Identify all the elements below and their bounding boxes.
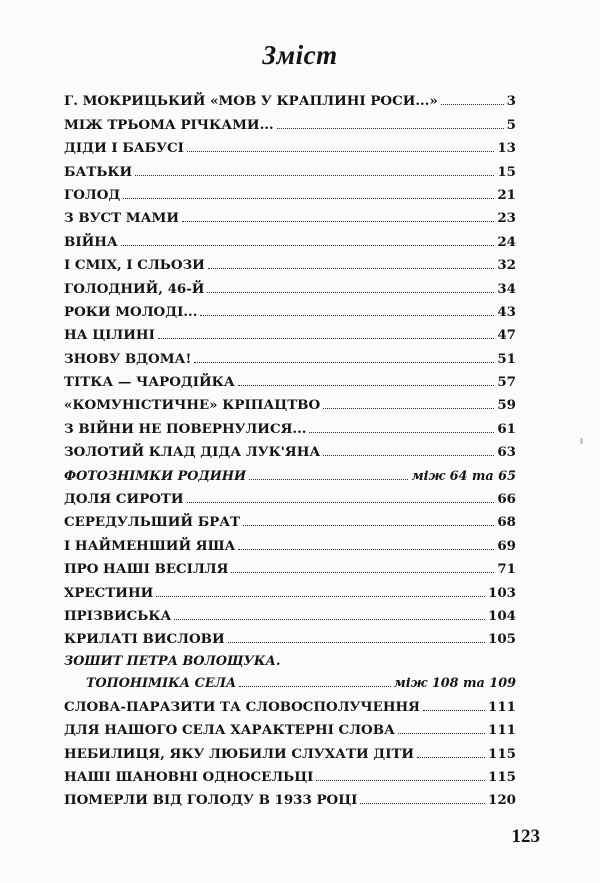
toc-entry-title: «КОМУНІСТИЧНЕ» КРІПАЦТВО bbox=[64, 397, 321, 414]
toc-entry-title: СЛОВА-ПАРАЗИТИ ТА СЛОВОСПОЛУЧЕННЯ bbox=[64, 698, 420, 715]
toc-entry-page: 61 bbox=[497, 420, 516, 437]
toc-entry-page: 47 bbox=[497, 327, 516, 344]
paper-speck bbox=[580, 438, 583, 444]
toc-entry-title: КРИЛАТІ ВИСЛОВИ bbox=[64, 631, 225, 648]
toc-entry bbox=[64, 507, 516, 530]
dot-leader bbox=[398, 732, 485, 734]
dot-leader bbox=[228, 641, 485, 643]
dot-leader bbox=[238, 384, 495, 386]
toc-entry-page: 111 bbox=[488, 722, 516, 739]
toc-entry bbox=[64, 226, 516, 249]
toc-entry-title: ХРЕСТИНИ bbox=[64, 584, 154, 601]
dot-leader bbox=[123, 197, 494, 199]
toc-entry bbox=[64, 320, 516, 343]
toc-entry bbox=[64, 785, 516, 808]
dot-leader bbox=[200, 314, 494, 316]
toc-entry-title: ДІДИ І БАБУСІ bbox=[64, 140, 184, 157]
dot-leader bbox=[156, 595, 485, 597]
dot-leader bbox=[208, 267, 495, 269]
toc-entry bbox=[64, 413, 516, 436]
toc-entry-page: 63 bbox=[497, 444, 516, 461]
page-number: 123 bbox=[511, 826, 540, 847]
toc-entry-page: 66 bbox=[497, 491, 516, 508]
table-of-contents bbox=[64, 86, 516, 808]
toc-entry-page: 105 bbox=[488, 631, 516, 648]
toc-entry bbox=[64, 297, 516, 320]
toc-entry-title: БАТЬКИ bbox=[64, 163, 133, 180]
toc-entry bbox=[64, 530, 516, 553]
dot-leader bbox=[187, 150, 494, 152]
toc-entry bbox=[64, 343, 516, 366]
toc-entry-page: 103 bbox=[488, 584, 516, 601]
toc-entry-title: ЗОШИТ ПЕТРА ВОЛОЩУКА. bbox=[64, 654, 281, 670]
toc-entry-title: ВІЙНА bbox=[64, 233, 118, 250]
toc-entry-page: 51 bbox=[497, 350, 516, 367]
toc-entry bbox=[64, 554, 516, 577]
dot-leader bbox=[360, 802, 485, 804]
toc-entry bbox=[64, 647, 516, 691]
toc-entry-page: 32 bbox=[497, 257, 516, 274]
toc-entry bbox=[64, 624, 516, 647]
dot-leader bbox=[417, 756, 485, 758]
dot-leader bbox=[316, 779, 485, 781]
dot-leader bbox=[174, 618, 485, 620]
toc-entry bbox=[64, 484, 516, 507]
toc-entry bbox=[64, 273, 516, 296]
dot-leader bbox=[239, 685, 390, 687]
toc-entry bbox=[64, 367, 516, 390]
toc-entry-page: 24 bbox=[497, 233, 516, 250]
toc-entry-title-line2: ТОПОНІМІКА СЕЛА bbox=[86, 676, 237, 692]
toc-entry bbox=[64, 715, 516, 738]
toc-entry-title: ПРІЗВИСЬКА bbox=[64, 607, 172, 624]
toc-entry bbox=[64, 156, 516, 179]
dot-leader bbox=[121, 244, 495, 246]
toc-entry-page: 68 bbox=[497, 514, 516, 531]
toc-entry-title: НЕБИЛИЦЯ, ЯКУ ЛЮБИЛИ СЛУХАТИ ДІТИ bbox=[64, 745, 415, 762]
toc-entry-page: 23 bbox=[497, 210, 516, 227]
toc-entry-page: між 108 та 109 bbox=[393, 676, 516, 692]
toc-entry bbox=[64, 691, 516, 714]
toc-entry bbox=[64, 762, 516, 785]
toc-entry-title: Г. МОКРИЦЬКИЙ «МОВ У КРАПЛИНІ РОСИ...» bbox=[64, 93, 438, 110]
toc-entry-title: ЗНОВУ ВДОМА! bbox=[64, 350, 192, 367]
toc-entry bbox=[64, 437, 516, 460]
toc-entry bbox=[64, 133, 516, 156]
toc-entry-title: З ВУСТ МАМИ bbox=[64, 210, 179, 227]
toc-entry-title: ПОМЕРЛИ ВІД ГОЛОДУ В 1933 РОЦІ bbox=[64, 792, 358, 809]
toc-entry-page: 21 bbox=[497, 186, 516, 203]
dot-leader bbox=[323, 407, 494, 409]
dot-leader bbox=[309, 431, 494, 433]
toc-entry-page: 59 bbox=[497, 397, 516, 414]
toc-entry bbox=[64, 250, 516, 273]
dot-leader bbox=[277, 127, 504, 129]
toc-entry-title: СЕРЕДУЛЬШИЙ БРАТ bbox=[64, 514, 241, 531]
toc-entry-page: 115 bbox=[488, 768, 516, 785]
toc-entry-title: І СМІХ, І СЛЬОЗИ bbox=[64, 257, 205, 274]
toc-entry-page: 15 bbox=[497, 163, 516, 180]
dot-leader bbox=[441, 103, 504, 105]
toc-entry bbox=[64, 390, 516, 413]
dot-leader bbox=[323, 454, 494, 456]
dot-leader bbox=[249, 478, 408, 480]
dot-leader bbox=[207, 291, 494, 293]
dot-leader bbox=[231, 571, 494, 573]
toc-entry-page: 57 bbox=[497, 374, 516, 391]
toc-entry-page: між 64 та 65 bbox=[411, 468, 516, 484]
page-title: Зміст bbox=[262, 40, 338, 70]
toc-entry-title: І НАЙМЕНШИЙ ЯША bbox=[64, 537, 236, 554]
toc-entry bbox=[64, 180, 516, 203]
toc-entry-page: 104 bbox=[488, 607, 516, 624]
toc-entry-page: 13 bbox=[497, 140, 516, 157]
toc-entry-title: НА ЦІЛИНІ bbox=[64, 327, 155, 344]
toc-entry bbox=[64, 460, 516, 483]
toc-entry-title: ТІТКА — ЧАРОДІЙКА bbox=[64, 374, 235, 391]
dot-leader bbox=[158, 337, 495, 339]
toc-entry bbox=[64, 601, 516, 624]
toc-entry-page: 120 bbox=[488, 792, 516, 809]
toc-entry-title: МІЖ ТРЬОМА РІЧКАМИ... bbox=[64, 116, 274, 133]
toc-entry-title: РОКИ МОЛОДІ... bbox=[64, 303, 198, 320]
toc-entry-title: ГОЛОД bbox=[64, 186, 121, 203]
toc-entry bbox=[64, 738, 516, 761]
toc-entry bbox=[64, 109, 516, 132]
toc-entry-title: З ВІЙНИ НЕ ПОВЕРНУЛИСЯ... bbox=[64, 420, 307, 437]
toc-entry-page: 115 bbox=[488, 745, 516, 762]
toc-entry-title: ГОЛОДНИЙ, 46-Й bbox=[64, 280, 205, 297]
dot-leader bbox=[423, 709, 485, 711]
dot-leader bbox=[238, 548, 494, 550]
dot-leader bbox=[187, 501, 495, 503]
toc-entry-page: 69 bbox=[497, 537, 516, 554]
toc-entry-title: НАШІ ШАНОВНІ ОДНОСЕЛЬЦІ bbox=[64, 768, 314, 785]
dot-leader bbox=[243, 524, 494, 526]
dot-leader bbox=[182, 220, 494, 222]
toc-entry bbox=[64, 203, 516, 226]
toc-entry-page: 34 bbox=[497, 280, 516, 297]
toc-entry-page: 5 bbox=[506, 116, 516, 133]
toc-entry-title: ФОТОЗНІМКИ РОДИНИ bbox=[64, 468, 247, 484]
toc-entry bbox=[64, 577, 516, 600]
toc-entry-page: 3 bbox=[506, 93, 516, 110]
toc-entry bbox=[64, 86, 516, 109]
toc-entry-title: ПРО НАШІ ВЕСІЛЛЯ bbox=[64, 561, 229, 578]
toc-entry-page: 43 bbox=[497, 303, 516, 320]
dot-leader bbox=[194, 361, 494, 363]
toc-entry-page: 71 bbox=[497, 561, 516, 578]
toc-entry-title: ДЛЯ НАШОГО СЕЛА ХАРАКТЕРНІ СЛОВА bbox=[64, 722, 395, 739]
toc-entry-page: 111 bbox=[488, 698, 516, 715]
toc-entry-title: ЗОЛОТИЙ КЛАД ДІДА ЛУК'ЯНА bbox=[64, 444, 321, 461]
dot-leader bbox=[135, 174, 494, 176]
toc-entry-title: ДОЛЯ СИРОТИ bbox=[64, 491, 184, 508]
